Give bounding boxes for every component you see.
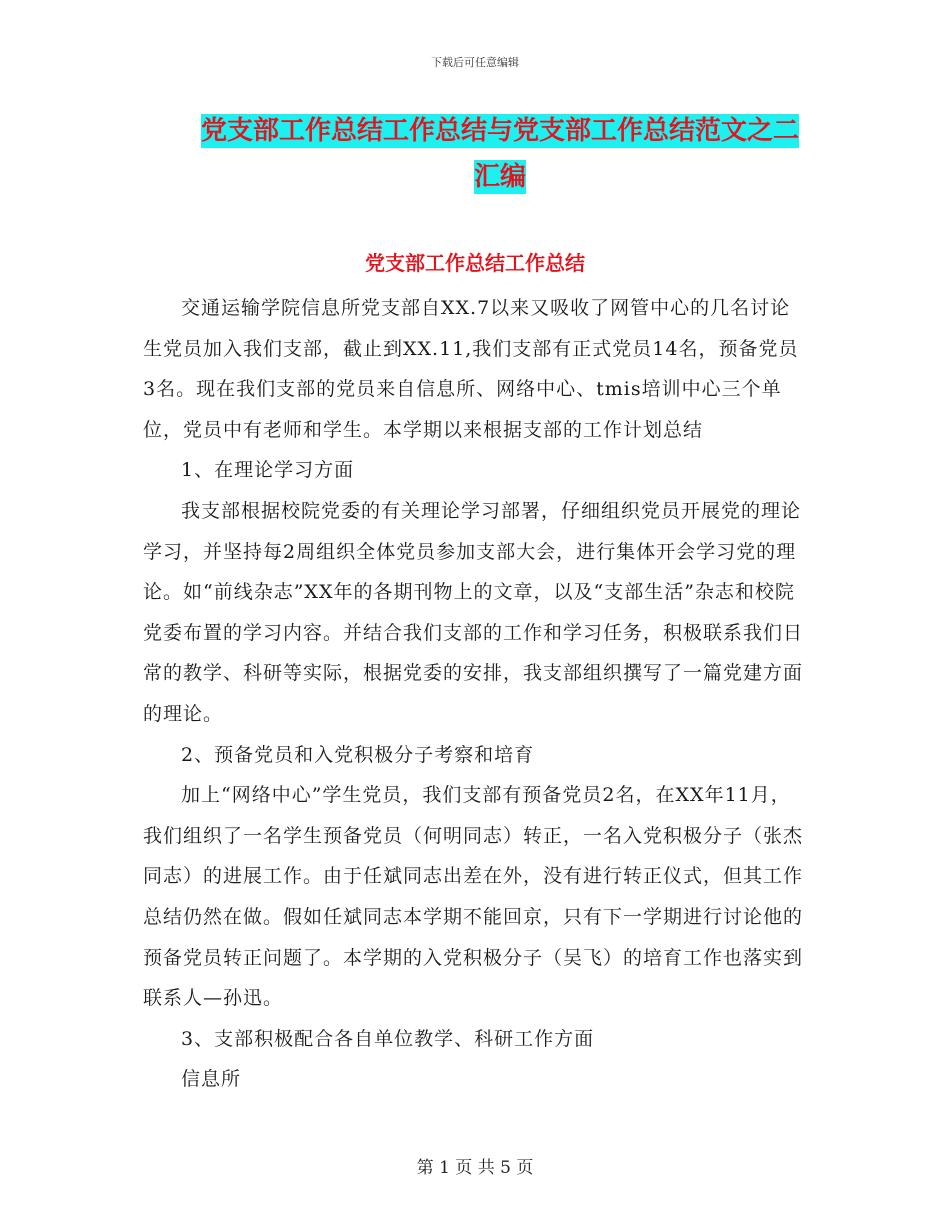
paragraph: 1、在理论学习方面 [181,459,355,482]
paragraph: 交通运输学院信息所党支部自XX.7以来又吸收了网管中心的几名讨论生党员加入我们支部，截止到XX.11,我们支部有正式党员14名，预备党员3名。现在我们支部的党员来自信息所、网络中心、tmis培训中心三个单位，党员中有老师和学生。本学期以来根据支部的工作计划总结 [143,297,799,441]
paragraph: 2、预备党员和入党积极分子考察和培育 [181,743,535,766]
body-text [143,288,808,1100]
paragraph: 3、支部积极配合各自单位教学、科研工作方面 [181,1027,595,1050]
section-title: 党支部工作总结工作总结 [365,251,585,275]
header-note: 下载后可任意编辑 [431,56,519,69]
document-title [190,108,810,200]
page-footer: 第 1 页 共 5 页 [416,1158,534,1178]
paragraph: 我支部根据校院党委的有关理论学习部署，仔细组织党员开展党的理论学习，并坚持每2周组织全体党员参加支部大会，进行集体开会学习党的理论。如“前线杂志”XX年的各期刊物上的文章，以及“支部生活”杂志和校院党委布置的学习内容。并结合我们支部的工作和学习任务，积极联系我们日常的教学、科研等实际，根据党委的安排，我支部组织撰写了一篇党建方面的理论。 [143,499,804,725]
paragraph: 信息所 [181,1068,242,1091]
paragraph: 加上“网络中心”学生党员，我们支部有预备党员2名，在XX年11月，我们组织了一名学生预备党员（何明同志）转正，一名入党积极分子（张杰同志）的进展工作。由于任斌同志出差在外，没有进行转正仪式，但其工作总结仍然在做。假如任斌同志本学期不能回京，只有下一学期进行讨论他的预备党员转正问题了。本学期的入党积极分子（吴飞）的培育工作也落实到联系人—孙迅。 [143,784,804,1010]
document-title-text: 党支部工作总结工作总结与党支部工作总结范文之二汇编 [200,116,799,192]
